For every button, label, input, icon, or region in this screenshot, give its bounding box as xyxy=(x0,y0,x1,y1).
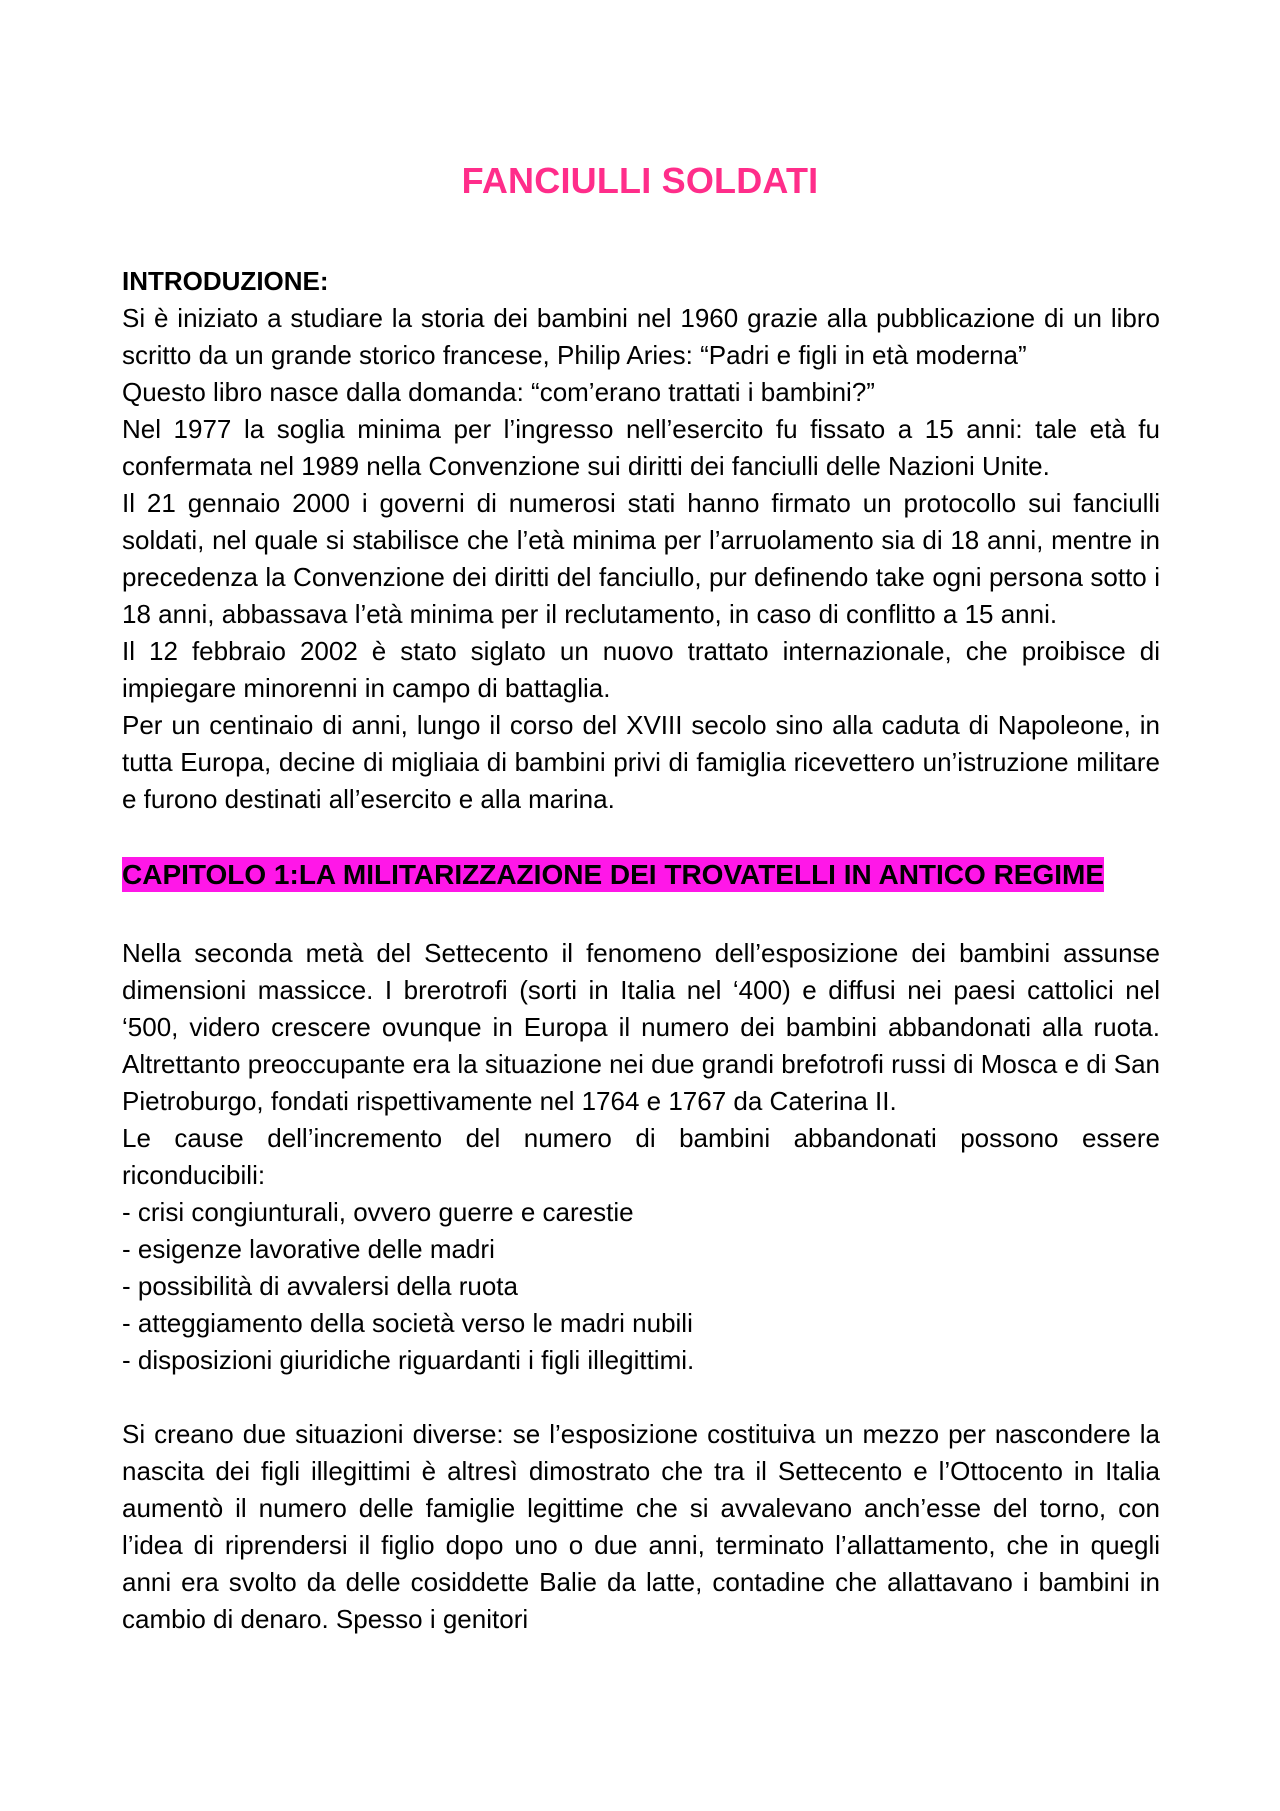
document-body xyxy=(122,263,1160,1638)
intro-paragraph-4: Il 21 gennaio 2000 i governi di numerosi stati hanno firmato un protocollo sui fanciulli soldati, nel quale si stabilisce che l’età minima per l’arruolamento sia di 18 anni, mentre in precedenza la Convenzione dei diritti del fanciullo, pur definendo take ogni persona sotto i 18 anni, abbassava l’età minima per il reclutamento, in caso di conflitto a 15 anni. xyxy=(122,488,1160,629)
list-item: - esigenze lavorative delle madri xyxy=(122,1234,495,1264)
chapter-paragraph-2: Le cause dell’incremento del numero di bambini abbandonati possono essere riconducibili: xyxy=(122,1123,1160,1190)
list-item: - atteggiamento della società verso le madri nubili xyxy=(122,1308,693,1338)
list-item: - disposizioni giuridiche riguardanti i figli illegittimi. xyxy=(122,1345,695,1375)
list-item: - possibilità di avvalersi della ruota xyxy=(122,1271,518,1301)
list-item: - crisi congiunturali, ovvero guerre e carestie xyxy=(122,1197,634,1227)
document-title: FANCIULLI SOLDATI xyxy=(461,160,819,201)
intro-paragraph-1: Si è iniziato a studiare la storia dei bambini nel 1960 grazie alla pubblicazione di un libro scritto da un grande storico francese, Philip Aries: “Padri e figli in età moderna” xyxy=(122,303,1160,370)
spacer xyxy=(122,898,1160,935)
closing-paragraph: Si creano due situazioni diverse: se l’esposizione costituiva un mezzo per nascondere la nascita dei figli illegittimi è altresì dimostrato che tra il Settecento e l’Ottocento in Italia aumentò il numero delle famiglie legittime che si avvalevano anch’esse del torno, con l’idea di riprendersi il figlio dopo uno o due anni, terminato l’allattamento, che in quegli anni era svolto da delle cosiddette Balie da latte, contadine che allattavano i bambini in cambio di denaro. Spesso i genitori xyxy=(122,1419,1160,1634)
intro-paragraph-3: Nel 1977 la soglia minima per l’ingresso nell’esercito fu fissato a 15 anni: tale età fu confermata nel 1989 nella Convenzione sui diritti dei fanciulli delle Nazioni Unite. xyxy=(122,414,1160,481)
intro-paragraph-2: Questo libro nasce dalla domanda: “com’erano trattati i bambini?” xyxy=(122,377,875,407)
intro-heading: INTRODUZIONE: xyxy=(122,266,329,296)
chapter-paragraph-1: Nella seconda metà del Settecento il fenomeno dell’esposizione dei bambini assunse dimensioni massicce. I brerotrofi (sorti in Italia nel ‘400) e diffusi nei paesi cattolici nel ‘500, videro crescere ovunque in Europa il numero dei bambini abbandonati alla ruota. Altrettanto preoccupante era la situazione nei due grandi brefotrofi russi di Mosca e di San Pietroburgo, fondati rispettivamente nel 1764 e 1767 da Caterina II. xyxy=(122,938,1160,1116)
intro-paragraph-5: Il 12 febbraio 2002 è stato siglato un nuovo trattato internazionale, che proibisce di impiegare minorenni in campo di battaglia. xyxy=(122,636,1160,703)
causes-list xyxy=(122,1194,1160,1379)
spacer xyxy=(122,1379,1160,1416)
chapter-heading-text: CAPITOLO 1:LA MILITARIZZAZIONE DEI TROVATELLI IN ANTICO REGIME xyxy=(122,859,1105,890)
chapter-heading xyxy=(122,852,1160,898)
intro-paragraph-6: Per un centinaio di anni, lungo il corso del XVIII secolo sino alla caduta di Napoleone, in tutta Europa, decine di migliaia di bambini privi di famiglia ricevettero un’istruzione militare e furono destinati all’esercito e alla marina. xyxy=(122,710,1160,814)
